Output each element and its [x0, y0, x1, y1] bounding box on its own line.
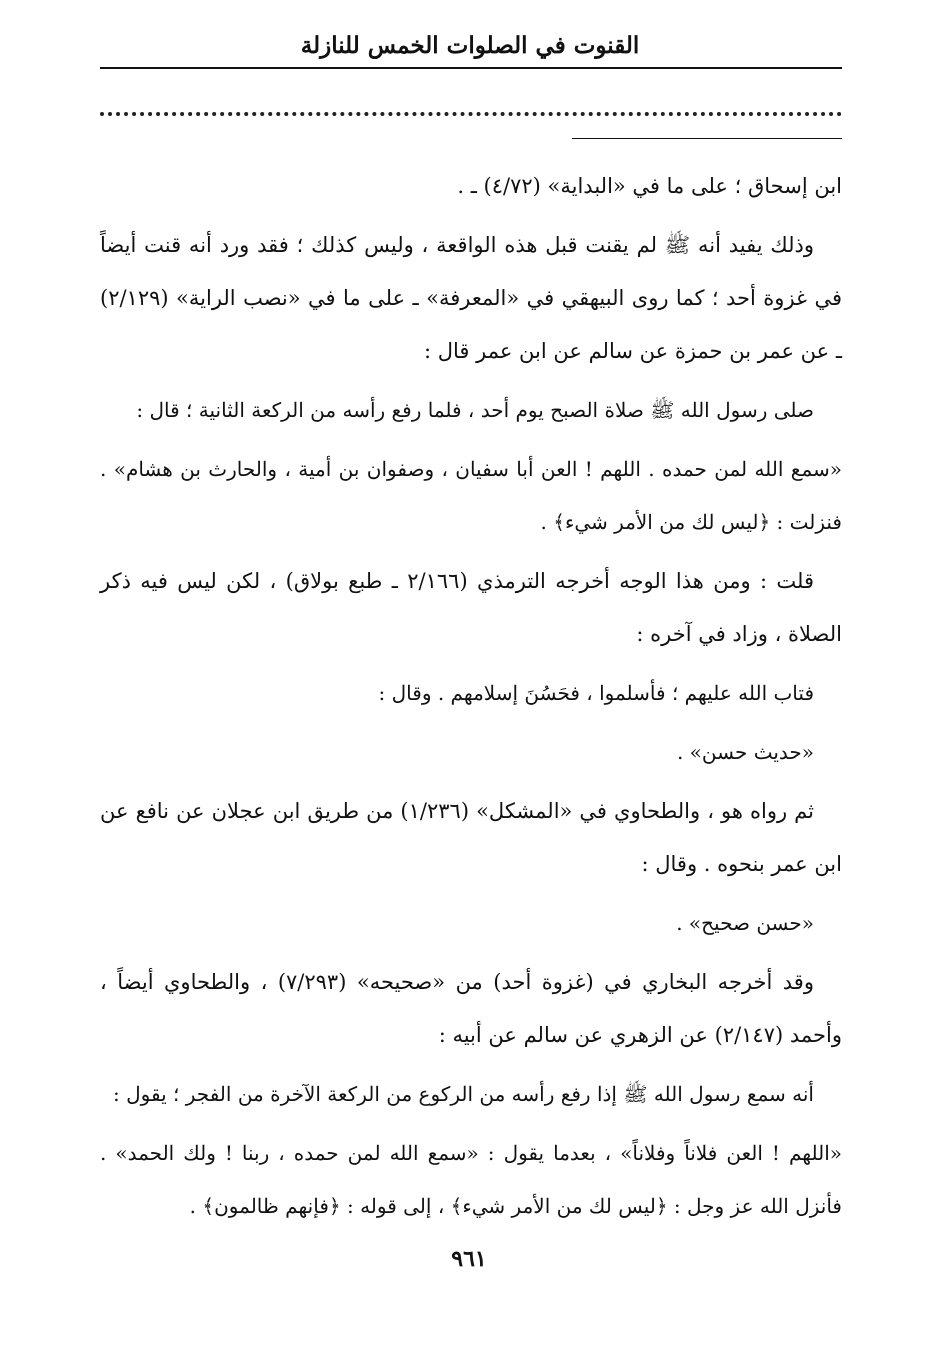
- paragraph: وقد أخرجه البخاري في (غزوة أحد) من «صحيحه» (٧/٢٩٣) ، والطحاوي أيضاً ، وأحمد (٢/١٤٧) عن الزهري عن سالم عن أبيه :: [100, 970, 842, 1047]
- paragraph: قلت : ومن هذا الوجه أخرجه الترمذي (٢/١٦٦ ـ طبع بولاق) ، لكن ليس فيه ذكر الصلاة ، وزاد في آخره :: [100, 569, 842, 646]
- hadith-quote: فتاب الله عليهم ؛ فأسلموا ، فحَسُنَ إسلامهم . وقال :: [378, 681, 814, 705]
- header-rule: [100, 67, 842, 69]
- footnote-separator-rule: [572, 138, 842, 139]
- page-number: ٩٦١: [451, 1246, 487, 1272]
- hadith-quote: صلى رسول الله ﷺ صلاة الصبح يوم أحد ، فلما رفع رأسه من الركعة الثانية ؛ قال :: [136, 398, 814, 422]
- hadith-quote: «حسن صحيح» .: [676, 911, 814, 935]
- page-body: [100, 160, 842, 1239]
- dotted-separator: [100, 112, 842, 116]
- paragraph-continuation: ابن إسحاق ؛ على ما في «البداية» (٤/٧٢) ـ .: [457, 174, 842, 198]
- hadith-quote: أنه سمع رسول الله ﷺ إذا رفع رأسه من الركوع من الركعة الآخرة من الفجر ؛ يقول :: [113, 1082, 814, 1106]
- hadith-quote: «اللهم ! العن فلاناً وفلاناً» ، بعدما يقول : «سمع الله لمن حمده ، ربنا ! ولك الحمد» . فأنزل الله عز وجل : ﴿ليس لك من الأمر شيء﴾ ، إلى قوله : ﴿فإنهم ظالمون﴾ .: [100, 1141, 842, 1218]
- running-header-title: القنوت في الصلوات الخمس للنازلة: [300, 32, 640, 59]
- paragraph: وذلك يفيد أنه ﷺ لم يقنت قبل هذه الواقعة ، وليس كذلك ؛ فقد ورد أنه قنت أيضاً في غزوة أحد ؛ كما روى البيهقي في «المعرفة» ـ على ما في «نصب الراية» (٢/١٢٩) ـ عن عمر بن حمزة عن سالم عن ابن عمر قال :: [100, 233, 842, 363]
- hadith-quote: «سمع الله لمن حمده . اللهم ! العن أبا سفيان ، وصفوان بن أمية ، والحارث بن هشام» . فنزلت : ﴿ليس لك من الأمر شيء﴾ .: [100, 457, 842, 534]
- paragraph: ثم رواه هو ، والطحاوي في «المشكل» (١/٢٣٦) من طريق ابن عجلان عن نافع عن ابن عمر بنحوه . وقال :: [100, 799, 842, 876]
- hadith-quote: «حديث حسن» .: [676, 740, 814, 764]
